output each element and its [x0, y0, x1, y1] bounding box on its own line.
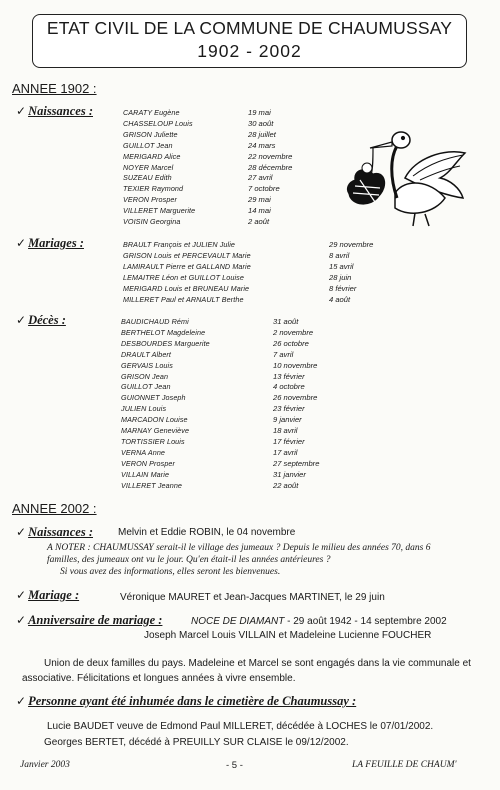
year-2002-heading: ANNEE 2002 :: [12, 501, 97, 516]
mariage-1902-name: GRISON Louis et PERCEVAULT Marie: [123, 250, 251, 260]
footer-date: Janvier 2003: [20, 760, 70, 770]
deces-1902-name: MARNAY Geneviève: [121, 426, 190, 435]
naissance-1902-name: CARATY Eugène: [123, 108, 180, 117]
inhumee-line-1: Lucie BAUDET veuve de Edmond Paul MILLERET, décédée à LOCHES le 07/01/2002.: [47, 721, 434, 732]
mariage-1902-name: LEMAITRE Léon et GUILLOT Louise: [123, 272, 244, 282]
naissance-1902-date: 28 décembre: [248, 162, 293, 172]
naissance-1902-name: GUILLOT Jean: [123, 140, 173, 150]
mariage-2002-text: Véronique MAURET et Jean-Jacques MARTINET, le 29 juin: [120, 592, 385, 603]
deces-1902-date: 26 novembre: [273, 393, 318, 403]
hand-arrow-icon: ✓: [16, 236, 27, 250]
naissance-1902-name: VILLERET Marguerite: [123, 206, 196, 216]
anniversaire-paragraph: Union de deux familles du pays. Madeleine et Marcel se sont engagés dans la vie communale et associative. Félicitations et longues années à vivre ensemble.: [22, 658, 471, 684]
naissance-1902-name: VERON Prosper: [123, 195, 178, 205]
section-mariages-1902: ✓ Mariages :: [16, 236, 84, 250]
deces-1902-date: 4 octobre: [273, 382, 305, 392]
deces-1902-date: 7 avril: [273, 349, 294, 359]
section-personne-inhumee: ✓ Personne ayant été inhumée dans le cimetière de Chaumussay :: [16, 694, 357, 708]
naissance-1902-name: MERIGARD Alice: [123, 151, 181, 161]
mariage-1902-name: MERIGARD Louis et BRUNEAU Marie: [123, 283, 250, 293]
deces-1902-date: 9 janvier: [273, 415, 302, 425]
deces-1902-name: GRISON Jean: [121, 371, 169, 381]
deces-1902-name: BERTHELOT Magdeleine: [121, 327, 206, 337]
page-subtitle-years: 1902 - 2002: [197, 41, 302, 61]
deces-1902-name: JULIEN Louis: [121, 404, 167, 414]
twins-note-line-2: familles, des jumeaux ont vu le jour. Qu'en était-il les années antérieures ?: [47, 555, 331, 565]
mariage-1902-date: 8 février: [329, 283, 357, 293]
twins-note-line-1: A NOTER : CHAUMUSSAY serait-il le village des jumeaux ? Depuis le milieu des années 70, dans 6: [47, 543, 431, 553]
hand-arrow-icon: ✓: [16, 313, 27, 327]
deces-1902-name: VILLAIN Marie: [121, 469, 170, 479]
deces-1902-name: BAUDICHAUD Rémi: [121, 317, 189, 326]
section-naissances-2002: ✓ Naissances :: [16, 525, 93, 539]
naissance-1902-date: 19 mai: [248, 108, 271, 117]
naissance-1902-name: SUZEAU Edith: [123, 173, 172, 183]
mariage-1902-date: 29 novembre: [329, 240, 374, 249]
mariage-1902-date: 15 avril: [329, 261, 354, 271]
deces-1902-name: VERON Prosper: [121, 458, 176, 468]
inhumee-line-2: Georges BERTET, décédé à PREUILLY SUR CLAISE le 09/12/2002.: [44, 737, 349, 748]
naissance-1902-date: 28 juillet: [248, 129, 276, 139]
page-number: - 5 -: [226, 760, 243, 771]
naissance-1902-date: 29 mai: [248, 195, 271, 205]
mariage-1902-name: MILLERET Paul et ARNAULT Berthe: [123, 294, 244, 304]
naissance-1902-name: CHASSELOUP Louis: [123, 118, 193, 128]
naissance-1902-name: VOISIN Georgina: [123, 217, 181, 226]
deces-1902-name: DRAULT Albert: [121, 349, 172, 359]
naissance-1902-date: 2 août: [248, 217, 270, 226]
mariage-1902-date: 8 avril: [329, 250, 350, 260]
hand-arrow-icon: ✓: [16, 525, 27, 539]
deces-1902-date: 27 septembre: [273, 458, 320, 468]
mariage-1902-date: 28 juin: [329, 272, 352, 282]
naissance-1902-name: GRISON Juliette: [123, 129, 178, 139]
deces-1902-name: GUIONNET Joseph: [121, 393, 186, 403]
year-1902-heading: ANNEE 1902 :: [12, 81, 97, 96]
naissance-1902-name: TEXIER Raymond: [123, 184, 184, 194]
footer-publication: LA FEUILLE DE CHAUM': [352, 760, 457, 770]
deces-1902-date: 31 août: [273, 317, 299, 326]
deces-1902-date: 31 janvier: [273, 469, 306, 479]
section-deces-1902: ✓ Décès :: [16, 313, 66, 327]
section-naissances-1902: ✓ Naissances :: [16, 104, 93, 118]
deces-1902-date: 10 novembre: [273, 360, 318, 370]
deces-1902-date: 17 avril: [273, 447, 298, 457]
deces-1902-name: VILLERET Jeanne: [121, 480, 183, 490]
naissance-1902-date: 22 novembre: [248, 151, 293, 161]
deces-1902-name: VERNA Anne: [121, 447, 166, 457]
stork-carrying-baby-icon: [335, 118, 475, 230]
naissance-1902-date: 7 octobre: [248, 184, 280, 194]
hand-arrow-icon: ✓: [16, 104, 27, 118]
deces-1902-date: 18 avril: [273, 426, 298, 435]
deces-1902-name: GERVAIS Louis: [121, 360, 173, 370]
anniversaire-names: Joseph Marcel Louis VILLAIN et Madeleine Lucienne FOUCHER: [144, 630, 432, 641]
hand-arrow-icon: ✓: [16, 588, 27, 602]
deces-1902-date: 13 février: [273, 371, 305, 381]
mariage-1902-name: LAMIRAULT Pierre et GALLAND Marie: [123, 261, 251, 271]
naissances-2002-text: Melvin et Eddie ROBIN, le 04 novembre: [118, 527, 296, 538]
naissance-1902-name: NOYER Marcel: [123, 162, 174, 172]
twins-note-line-3: Si vous avez des informations, elles seront les bienvenues.: [60, 567, 281, 577]
naissance-1902-date: 27 avril: [248, 173, 273, 183]
deces-1902-name: TORTISSIER Louis: [121, 436, 185, 446]
deces-1902-date: 17 février: [273, 436, 305, 446]
hand-arrow-icon: ✓: [16, 613, 27, 627]
deces-1902-name: MARCADON Louise: [121, 415, 188, 425]
deces-1902-date: 26 octobre: [273, 338, 309, 348]
hand-arrow-icon: ✓: [16, 694, 27, 708]
anniversaire-dates: NOCE DE DIAMANT - 29 août 1942 - 14 septembre 2002: [191, 616, 447, 627]
deces-1902-name: DESBOURDES Marguerite: [121, 338, 210, 348]
deces-1902-name: GUILLOT Jean: [121, 382, 171, 392]
section-anniversaire-mariage: ✓ Anniversaire de mariage :: [16, 613, 163, 627]
mariage-1902-date: 4 août: [329, 294, 351, 304]
deces-1902-date: 23 février: [273, 404, 305, 414]
section-mariage-2002: ✓ Mariage :: [16, 588, 80, 602]
mariage-1902-name: BRAULT François et JULIEN Julie: [123, 240, 236, 249]
page-title: ETAT CIVIL DE LA COMMUNE DE CHAUMUSSAY: [46, 18, 453, 38]
deces-1902-date: 22 août: [273, 480, 299, 490]
noce-de-diamant-label: NOCE DE DIAMANT: [191, 616, 285, 627]
title-box: [32, 14, 467, 68]
naissance-1902-date: 14 mai: [248, 206, 271, 216]
naissance-1902-date: 30 août: [248, 118, 274, 128]
deces-1902-date: 2 novembre: [273, 327, 314, 337]
naissance-1902-date: 24 mars: [248, 140, 276, 150]
